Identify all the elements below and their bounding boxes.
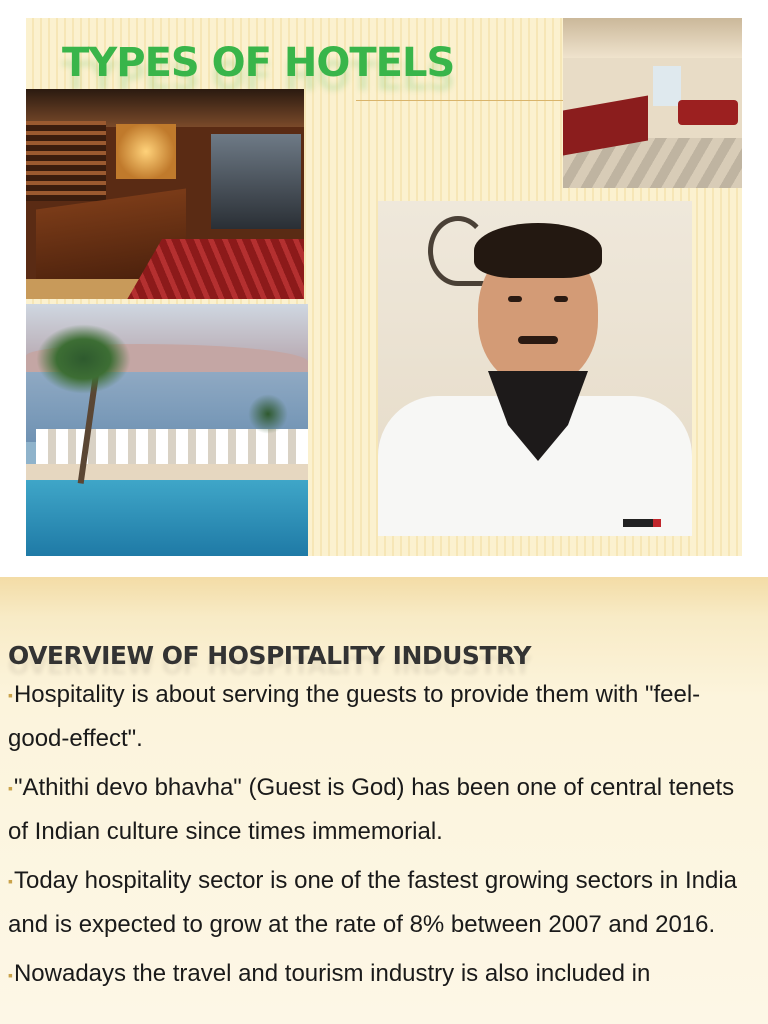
bullet-icon: ▪ bbox=[8, 873, 13, 890]
list-item bbox=[8, 766, 760, 853]
list-item bbox=[8, 673, 760, 760]
bullet-text: Nowadays the travel and tourism industry is also included in bbox=[13, 960, 651, 988]
list-item bbox=[8, 952, 760, 996]
hotel-reception-photo bbox=[563, 18, 742, 188]
slide-overview bbox=[0, 577, 768, 1024]
bullet-list bbox=[8, 673, 760, 1003]
list-item bbox=[8, 859, 760, 946]
slide-types-of-hotels bbox=[26, 18, 742, 556]
hotel-lobby-photo bbox=[26, 89, 304, 299]
bullet-icon: ▪ bbox=[8, 687, 13, 704]
bullet-icon: ▪ bbox=[8, 780, 13, 797]
bullet-text: "Athithi devo bhavha" (Guest is God) has been one of central tenets of Indian culture since times immemorial. bbox=[8, 774, 735, 846]
resort-pool-photo bbox=[26, 304, 308, 556]
chef-portrait-photo bbox=[378, 201, 692, 536]
bullet-icon: ▪ bbox=[8, 966, 13, 983]
slide-title: TYPES OF HOTELS bbox=[62, 40, 455, 86]
bullet-text: Today hospitality sector is one of the fastest growing sectors in India and is expected to grow at the rate of 8% between 2007 and 2016. bbox=[8, 867, 738, 939]
slide-title: OVERVIEW OF HOSPITALITY INDUSTRY bbox=[8, 641, 531, 670]
bullet-text: Hospitality is about serving the guests to provide them with "feel-good-effect". bbox=[8, 681, 701, 753]
title-divider bbox=[356, 100, 588, 101]
